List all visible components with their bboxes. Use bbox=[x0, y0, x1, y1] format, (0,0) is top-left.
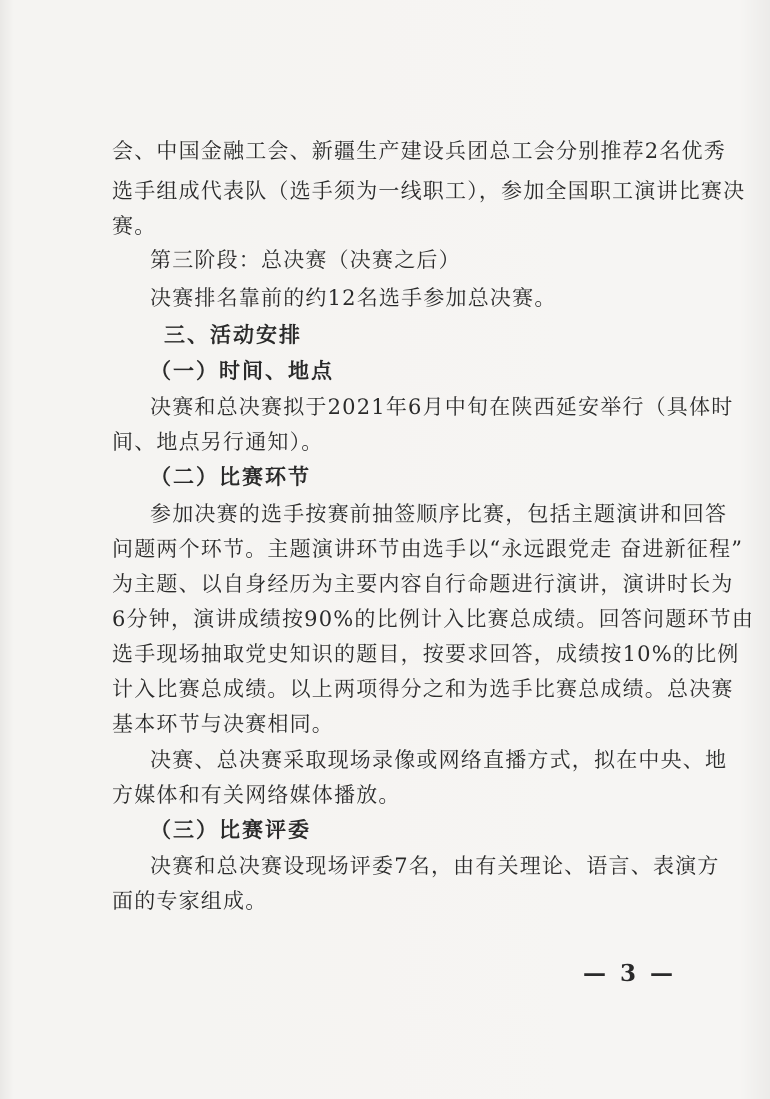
text-line: 问题两个环节。主题演讲环节由选手以“永远跟党走 奋进新征程” bbox=[112, 537, 744, 561]
text-line: 决赛和总决赛设现场评委7名，由有关理论、语言、表演方 bbox=[150, 854, 720, 878]
text-line: 为主题、以自身经历为主要内容自行命题进行演讲，演讲时长为 bbox=[112, 572, 734, 596]
subheading-judges: （三）比赛评委 bbox=[150, 818, 311, 842]
text-line: 会、中国金融工会、新疆生产建设兵团总工会分别推荐2名优秀 bbox=[112, 139, 726, 163]
text-line: 6分钟，演讲成绩按90%的比例计入比赛总成绩。回答问题环节由 bbox=[112, 607, 755, 631]
text-line: 赛。 bbox=[112, 214, 157, 238]
subheading-time-place: （一）时间、地点 bbox=[150, 359, 334, 383]
stage-three-title: 第三阶段：总决赛（决赛之后） bbox=[150, 248, 461, 272]
text-line: 选手组成代表队（选手须为一线职工），参加全国职工演讲比赛决 bbox=[112, 179, 746, 203]
text-line: 方媒体和有关网络媒体播放。 bbox=[112, 783, 401, 807]
text-line: 基本环节与决赛相同。 bbox=[112, 712, 334, 736]
text-line: 计入比赛总成绩。以上两项得分之和为选手比赛总成绩。总决赛 bbox=[112, 677, 734, 701]
section-heading-activity: 三、活动安排 bbox=[164, 323, 302, 347]
subheading-competition-stage: （二）比赛环节 bbox=[150, 465, 311, 489]
text-line: 决赛排名靠前的约12名选手参加总决赛。 bbox=[150, 286, 557, 310]
text-line: 参加决赛的选手按赛前抽签顺序比赛，包括主题演讲和回答 bbox=[150, 502, 728, 526]
text-line: 选手现场抽取党史知识的题目，按要求回答，成绩按10%的比例 bbox=[112, 642, 740, 666]
text-line: 决赛和总决赛拟于2021年6月中旬在陕西延安举行（具体时 bbox=[150, 395, 734, 419]
text-line: 决赛、总决赛采取现场录像或网络直播方式，拟在中央、地 bbox=[150, 748, 728, 772]
text-line: 间、地点另行通知）。 bbox=[112, 430, 324, 454]
text-line: 面的专家组成。 bbox=[112, 889, 268, 913]
page-number: — 3 — bbox=[583, 960, 677, 987]
